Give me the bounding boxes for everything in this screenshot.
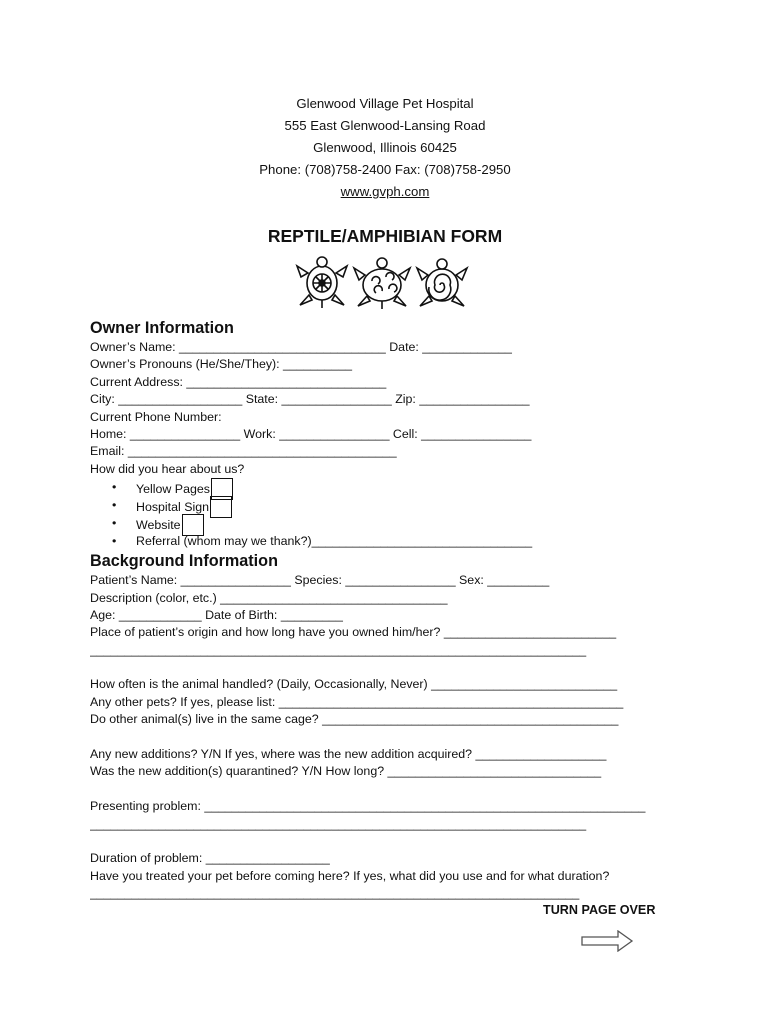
option-label: Website [136, 518, 181, 533]
clinic-phone-fax: Phone: (708)758-2400 Fax: (708)758-2950 [259, 162, 511, 177]
turtles-illustration [292, 253, 472, 313]
other-pets-field[interactable]: Any other pets? If yes, please list: __________________________________________________ [90, 694, 624, 709]
turn-page-label: TURN PAGE OVER [543, 903, 656, 917]
referral-question: How did you hear about us? [90, 461, 245, 476]
city-state-zip-field[interactable]: City: __________________ State: ________________ Zip: ________________ [90, 392, 530, 407]
referral-option-yellow-pages [90, 478, 650, 496]
description-field[interactable]: Description (color, etc.) _________________________________ [90, 590, 448, 605]
bullet-icon: • [112, 534, 117, 549]
turtle-icon [354, 258, 410, 309]
age-dob-field[interactable]: Age: ____________ Date of Birth: _________ [90, 607, 343, 622]
referral-option-hospital-sign [90, 496, 650, 514]
referral-option-referral[interactable] [90, 532, 650, 550]
clinic-website-link[interactable]: www.gvph.com [340, 184, 430, 199]
email-field[interactable]: Email: _______________________________________ [90, 444, 397, 459]
clinic-name: Glenwood Village Pet Hospital [296, 96, 474, 111]
right-arrow-outline-icon [580, 930, 634, 952]
clinic-city: Glenwood, Illinois 60425 [313, 140, 457, 155]
owner-section-title: Owner Information [90, 319, 234, 337]
owner-pronouns-field[interactable]: Owner’s Pronouns (He/She/They): __________ [90, 357, 352, 372]
origin-ownership-field[interactable]: Place of patient’s origin and how long have you owned him/her? _________________________ [90, 625, 617, 640]
quarantine-field[interactable]: Was the new addition(s) quarantined? Y/N How long? _______________________________ [90, 764, 602, 779]
patient-name-species-sex-field[interactable]: Patient’s Name: ________________ Species: ________________ Sex: _________ [90, 573, 550, 588]
current-address-field[interactable]: Current Address: _____________________________ [90, 374, 387, 389]
duration-field[interactable]: Duration of problem: __________________ [90, 851, 330, 866]
same-cage-field[interactable]: Do other animal(s) live in the same cage? ___________________________________________ [90, 712, 619, 727]
prior-treatment-field[interactable]: _______________________________________________________________________ [90, 886, 580, 901]
origin-ownership-continuation[interactable]: ________________________________________________________________________ [90, 642, 587, 657]
prior-treatment-question: Have you treated your pet before coming here? If yes, what did you use and for what duration? [90, 868, 610, 883]
phone-numbers-field[interactable]: Home: ________________ Work: ________________ Cell: ________________ [90, 426, 532, 441]
referral-options-list [90, 478, 650, 550]
clinic-header [0, 93, 770, 203]
owner-name-field[interactable]: Owner’s Name: ______________________________ Date: _____________ [90, 340, 512, 354]
new-additions-field[interactable]: Any new additions? Y/N If yes, where was the new addition acquired? ___________________ [90, 747, 607, 762]
option-label: Referral (whom may we thank?)________________________________ [136, 534, 533, 549]
turtle-icon [417, 259, 467, 306]
turtle-icon [297, 257, 347, 308]
handling-frequency-field[interactable]: How often is the animal handled? (Daily, Occasionally, Never) ___________________________ [90, 677, 618, 692]
bullet-icon: • [112, 516, 117, 531]
phone-number-label: Current Phone Number: [90, 409, 222, 424]
option-label: Hospital Sign [136, 500, 210, 515]
referral-option-website [90, 514, 650, 532]
bullet-icon: • [112, 498, 117, 513]
form-body [90, 317, 650, 903]
background-section-title: Background Information [90, 552, 278, 571]
presenting-problem-continuation[interactable]: ________________________________________________________________________ [90, 816, 587, 831]
clinic-street: 555 East Glenwood-Lansing Road [284, 118, 486, 133]
form-title: REPTILE/AMPHIBIAN FORM [267, 226, 503, 246]
presenting-problem-field[interactable]: Presenting problem: ________________________________________________________________ [90, 799, 646, 814]
option-label: Yellow Pages [136, 482, 210, 497]
bullet-icon: • [112, 480, 117, 495]
